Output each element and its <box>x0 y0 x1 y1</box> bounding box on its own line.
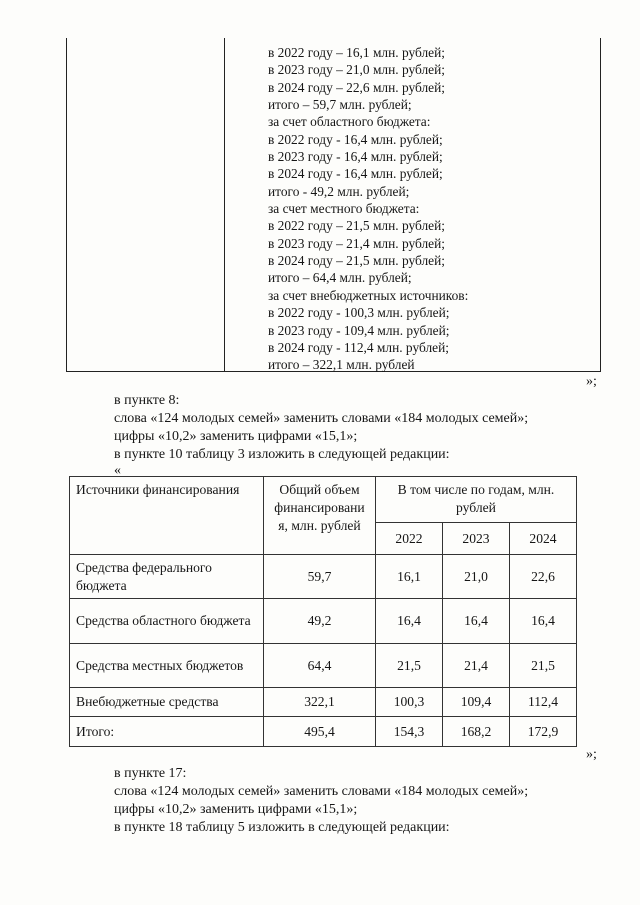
financing-line: в 2022 году - 16,4 млн. рублей; <box>268 131 443 147</box>
row-2023: 109,4 <box>443 688 510 717</box>
row-source: Средства федерального бюджета <box>70 555 264 599</box>
financing-line: в 2024 году - 112,4 млн. рублей; <box>268 339 449 355</box>
table-row <box>70 599 577 644</box>
section-17-table-instruction: в пункте 18 таблицу 5 изложить в следующей редакции: <box>114 820 450 835</box>
financing-line: в 2024 году – 22,6 млн. рублей; <box>268 79 445 95</box>
row-total: 322,1 <box>264 688 376 717</box>
row-2022: 154,3 <box>376 717 443 747</box>
financing-line: в 2024 году - 16,4 млн. рублей; <box>268 166 443 182</box>
section-8-replace-words: слова «124 молодых семей» заменить словами «184 молодых семей»; <box>114 411 529 426</box>
row-2023: 168,2 <box>443 717 510 747</box>
header-source: Источники финансирования <box>70 477 264 555</box>
financing-line: в 2022 году – 21,5 млн. рублей; <box>268 218 445 234</box>
header-total: Общий объем финансировани я, млн. рублей <box>264 477 376 555</box>
row-2024: 172,9 <box>510 717 577 747</box>
financing-line: итого – 59,7 млн. рублей; <box>268 97 412 113</box>
section-8-table-instruction: в пункте 10 таблицу 3 изложить в следующей редакции: <box>114 447 450 462</box>
financing-line: в 2024 году – 21,5 млн. рублей; <box>268 253 445 269</box>
row-2022: 100,3 <box>376 688 443 717</box>
header-by-year: В том числе по годам, млн. рублей <box>376 477 577 523</box>
financing-line: за счет внебюджетных источников: <box>268 287 469 303</box>
row-source: Средства местных бюджетов <box>70 644 264 688</box>
header-year-2022: 2022 <box>376 523 443 555</box>
row-2024: 16,4 <box>510 599 577 644</box>
row-total: 49,2 <box>264 599 376 644</box>
row-2023: 21,0 <box>443 555 510 599</box>
table-3 <box>69 476 577 747</box>
row-source: Средства областного бюджета <box>70 599 264 644</box>
financing-line: за счет областного бюджета: <box>268 114 431 130</box>
section-8-heading: в пункте 8: <box>114 393 180 408</box>
table-header-row <box>70 477 577 523</box>
table-total-row <box>70 717 577 747</box>
row-2022: 16,4 <box>376 599 443 644</box>
row-source: Итого: <box>70 717 264 747</box>
financing-line: итого - 49,2 млн. рублей; <box>268 183 410 199</box>
section-8-replace-numbers: цифры «10,2» заменить цифрами «15,1»; <box>114 429 358 444</box>
financing-line: в 2022 году - 100,3 млн. рублей; <box>268 305 450 321</box>
table-closing-quote: »; <box>586 747 597 762</box>
row-total: 59,7 <box>264 555 376 599</box>
row-2024: 21,5 <box>510 644 577 688</box>
row-2023: 21,4 <box>443 644 510 688</box>
financing-line: итого – 64,4 млн. рублей; <box>268 270 412 286</box>
table-row <box>70 644 577 688</box>
row-2024: 112,4 <box>510 688 577 717</box>
row-2022: 16,1 <box>376 555 443 599</box>
row-source: Внебюджетные средства <box>70 688 264 717</box>
header-year-2024: 2024 <box>510 523 577 555</box>
row-2022: 21,5 <box>376 644 443 688</box>
row-2023: 16,4 <box>443 599 510 644</box>
section-17-replace-words: слова «124 молодых семей» заменить словами «184 молодых семей»; <box>114 784 529 799</box>
financing-line: в 2023 году – 21,0 млн. рублей; <box>268 62 445 78</box>
financing-line: в 2022 году – 16,1 млн. рублей; <box>268 45 445 60</box>
table-row <box>70 688 577 717</box>
row-total: 64,4 <box>264 644 376 688</box>
table-column-divider <box>224 38 225 371</box>
financing-lines-list <box>268 44 468 374</box>
financing-line: за счет местного бюджета: <box>268 201 420 217</box>
financing-line: в 2023 году - 16,4 млн. рублей; <box>268 149 443 165</box>
financing-line: итого – 322,1 млн. рублей <box>268 357 415 373</box>
section-17-replace-numbers: цифры «10,2» заменить цифрами «15,1»; <box>114 802 358 817</box>
financing-line: в 2023 году - 109,4 млн. рублей; <box>268 322 450 338</box>
row-2024: 22,6 <box>510 555 577 599</box>
section-17-heading: в пункте 17: <box>114 766 187 781</box>
row-total: 495,4 <box>264 717 376 747</box>
opening-quote: « <box>114 463 121 478</box>
header-year-2023: 2023 <box>443 523 510 555</box>
financing-line: в 2023 году – 21,4 млн. рублей; <box>268 235 445 251</box>
table-row <box>70 555 577 599</box>
closing-quote: »; <box>586 374 597 389</box>
